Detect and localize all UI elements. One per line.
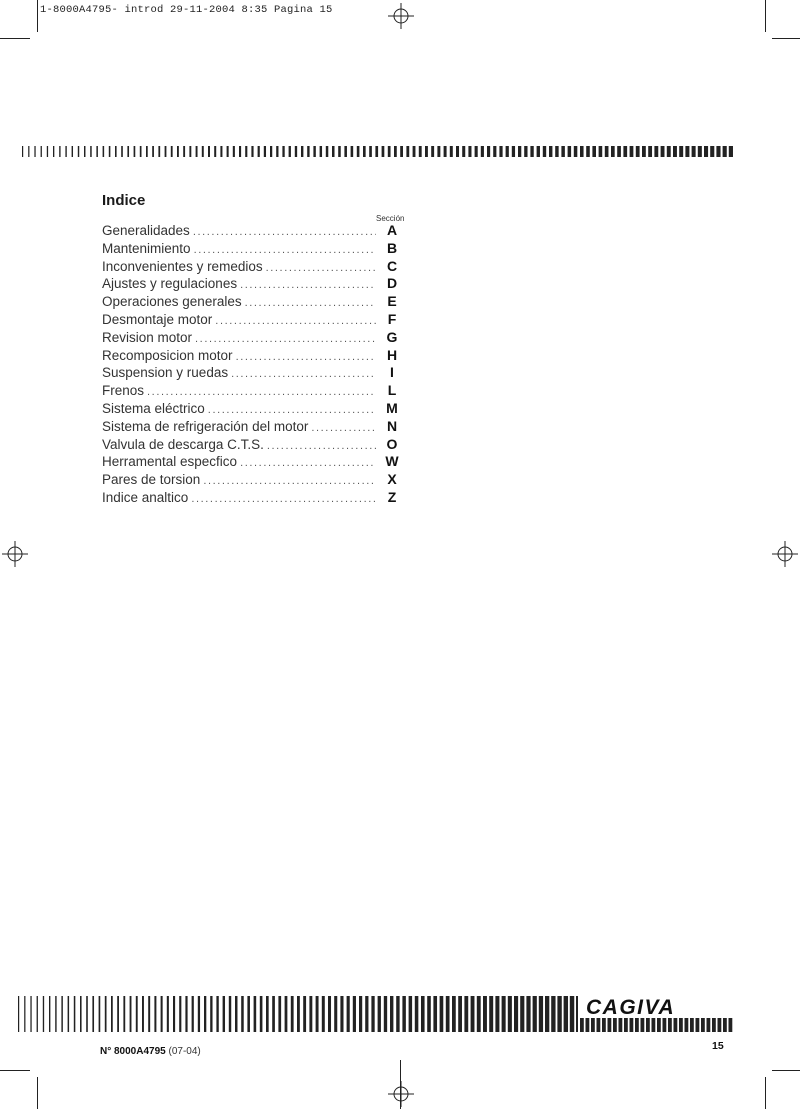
toc-entry — [102, 489, 402, 507]
toc-dot-leader — [240, 457, 376, 471]
toc-entry-title: Mantenimiento — [102, 240, 191, 256]
toc-entry — [102, 347, 402, 365]
top-decorative-stripe — [22, 146, 734, 157]
toc-entry — [102, 436, 402, 454]
toc-entry-title: Recomposicion motor — [102, 347, 233, 363]
toc-entry-title: Revision motor — [102, 329, 193, 345]
toc-entry-section-letter: G — [386, 328, 398, 345]
registration-mark-icon — [2, 541, 28, 567]
toc-entry-title: Operaciones generales — [102, 294, 242, 310]
toc-dot-leader — [147, 386, 376, 400]
toc-entry — [102, 311, 402, 329]
toc-entry — [102, 364, 402, 382]
section-column-header: Sección — [376, 214, 405, 223]
page-number: 15 — [712, 1040, 724, 1052]
toc-dot-leader — [236, 351, 376, 365]
toc-entry — [102, 453, 402, 471]
registration-mark-icon — [388, 3, 414, 29]
toc-entry — [102, 400, 402, 418]
toc-entry-section-letter: O — [386, 435, 398, 452]
toc-dot-leader — [311, 422, 376, 436]
toc-entry-section-letter: X — [387, 471, 397, 488]
printer-slug: 1-8000A4795- introd 29-11-2004 8:35 Pagina 15 — [40, 4, 333, 16]
toc-entry — [102, 258, 402, 276]
toc-dot-leader — [193, 226, 376, 240]
toc-dot-leader — [208, 404, 376, 418]
toc-entry-title: Desmontaje motor — [102, 311, 213, 327]
toc-entry-title: Valvula de descarga C.T.S. — [102, 436, 264, 452]
toc-dot-leader — [231, 368, 376, 382]
crop-mark — [37, 0, 38, 32]
toc-entry-title: Ajustes y regulaciones — [102, 276, 238, 292]
brand-name: CAGIVA — [586, 996, 676, 1019]
toc-list — [102, 222, 402, 507]
toc-entry-section-letter: Z — [387, 488, 397, 505]
toc-dot-leader — [245, 297, 376, 311]
toc-entry-section-letter: A — [386, 222, 398, 238]
toc-entry-title: Herramental especfico — [102, 454, 238, 470]
toc-entry-section-letter: N — [386, 417, 398, 434]
toc-entry-section-letter: E — [387, 293, 397, 310]
toc-entry-section-letter: I — [390, 364, 394, 381]
toc-title: Indice — [102, 192, 146, 209]
toc-dot-leader — [195, 333, 376, 347]
toc-entry-title: Indice analtico — [102, 489, 189, 505]
toc-entry-title: Sistema eléctrico — [102, 400, 205, 416]
crop-mark — [37, 1077, 38, 1109]
toc-dot-leader — [203, 475, 376, 489]
toc-entry-section-letter: F — [387, 310, 397, 327]
toc-entry-title: Frenos — [102, 383, 145, 399]
toc-dot-leader — [191, 493, 376, 507]
toc-dot-leader — [215, 315, 376, 329]
toc-entry-section-letter: H — [386, 346, 398, 363]
toc-entry-title: Inconvenientes y remedios — [102, 258, 263, 274]
toc-entry-title: Pares de torsion — [102, 472, 201, 488]
toc-entry-title: Generalidades — [102, 223, 190, 238]
toc-entry-section-letter: C — [386, 257, 398, 274]
toc-dot-leader — [266, 262, 376, 276]
toc-entry — [102, 382, 402, 400]
toc-entry — [102, 329, 402, 347]
toc-dot-leader — [267, 440, 376, 454]
document-number — [100, 1046, 201, 1057]
toc-entry-section-letter: D — [386, 275, 398, 292]
crop-mark — [0, 38, 30, 39]
crop-mark — [765, 0, 766, 32]
document-code: N° 8000A4795 — [100, 1046, 166, 1057]
document-date: (07-04) — [168, 1046, 201, 1057]
toc-entry — [102, 240, 402, 258]
bottom-decorative-stripe — [18, 996, 578, 1032]
crop-mark — [772, 38, 800, 39]
crop-mark — [765, 1077, 766, 1109]
toc-entry — [102, 471, 402, 489]
toc-entry-section-letter: B — [386, 239, 398, 256]
crop-mark — [0, 1070, 30, 1071]
toc-dot-leader — [240, 279, 376, 293]
toc-entry — [102, 418, 402, 436]
toc-entry-title: Sistema de refrigeración del motor — [102, 418, 309, 434]
toc-entry — [102, 222, 402, 240]
toc-entry-section-letter: W — [385, 453, 399, 470]
cagiva-logo — [580, 996, 734, 1032]
registration-mark-icon — [772, 541, 798, 567]
registration-mark-icon — [388, 1081, 414, 1107]
toc-entry — [102, 275, 402, 293]
toc-entry-section-letter: L — [387, 382, 397, 399]
toc-entry — [102, 293, 402, 311]
toc-dot-leader — [194, 244, 376, 258]
toc-entry-title: Suspension y ruedas — [102, 365, 229, 381]
crop-mark — [400, 1060, 401, 1109]
toc-entry-section-letter: M — [386, 399, 398, 416]
crop-mark — [772, 1070, 800, 1071]
